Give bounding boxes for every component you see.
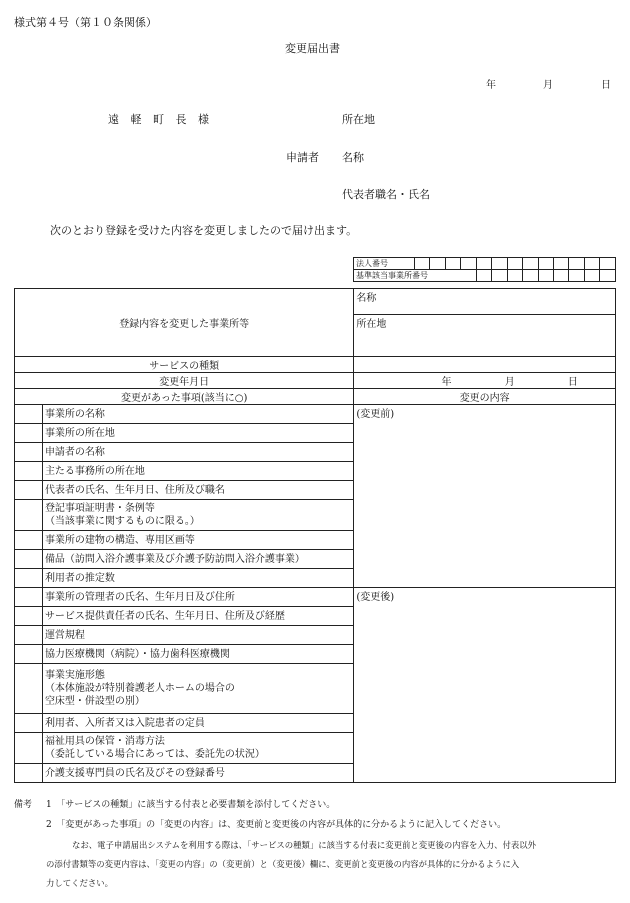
item-check-cell[interactable]: [15, 405, 43, 424]
item-check-cell[interactable]: [15, 588, 43, 607]
change-date-month: 月: [504, 377, 515, 388]
item-check-cell[interactable]: [15, 481, 43, 500]
item-office-name: 事業所の名称: [42, 405, 353, 424]
change-table: [14, 288, 616, 783]
item-check-cell[interactable]: [15, 424, 43, 443]
applicant-name-label: 名称: [342, 151, 364, 164]
item-office-address: 事業所の所在地: [42, 424, 353, 443]
applicant-label: 申請者: [286, 151, 319, 164]
item-check-cell[interactable]: [15, 607, 43, 626]
addressee: 遠 軽 町 長 様: [108, 113, 213, 126]
item-check-cell[interactable]: [15, 550, 43, 569]
form-number: 様式第４号（第１０条関係）: [14, 16, 157, 29]
office-name-cell[interactable]: [354, 289, 616, 315]
change-date-year: 年: [441, 377, 452, 388]
item-registry-certificate: 登記事項証明書・条例等 （当該事業に関するものに限る。）: [42, 500, 353, 531]
office-label: 登録内容を変更した事業所等: [15, 289, 354, 357]
item-operating-rules: 運営規程: [42, 626, 353, 645]
before-label: (変更前): [356, 409, 395, 420]
item-welfare-equipment: 福祉用具の保管・消毒方法 （委託している場合にあっては、委託先の状況）: [42, 733, 353, 764]
base-office-number-label: 基準該当事業所番号: [354, 270, 477, 282]
document-title: 変更届出書: [285, 42, 340, 55]
item-check-cell[interactable]: [15, 443, 43, 462]
remark-3-line-1: なお、電子申請届出システムを利用する際は、「サービスの種類」に該当する付表に変更前と変更後の内容を入力、付表以外: [72, 840, 536, 850]
item-check-cell[interactable]: [15, 764, 43, 783]
remark-1: 1 「サービスの種類」に該当する付表と必要書類を添付してください。: [46, 800, 336, 810]
remark-3-line-3: 力してください。: [46, 878, 113, 888]
change-date-cell[interactable]: [354, 373, 616, 389]
service-type-label: サービスの種類: [15, 357, 354, 373]
item-check-cell[interactable]: [15, 626, 43, 645]
change-content-header: 変更の内容: [354, 389, 616, 405]
id-number-box: [353, 257, 616, 282]
item-check-cell[interactable]: [15, 664, 43, 714]
item-check-cell[interactable]: [15, 714, 43, 733]
service-type-cell[interactable]: [354, 357, 616, 373]
before-content-cell[interactable]: [354, 405, 616, 588]
applicant-address-label: 所在地: [342, 113, 375, 126]
item-representative: 代表者の氏名、生年月日、住所及び職名: [42, 481, 353, 500]
office-name-label: 名称: [356, 293, 377, 304]
item-applicant-name: 申請者の名称: [42, 443, 353, 462]
after-label: (変更後): [356, 592, 395, 603]
remark-2: 2 「変更があった事項」の「変更の内容」は、変更前と変更後の内容が具体的に分かるように記入してください。: [46, 820, 507, 830]
remark-3-line-2: の添付書類等の変更内容は、「変更の内容」の（変更前）と（変更後）欄に、変更前と変更後の内容が具体的に分かるように入: [46, 859, 520, 869]
item-estimated-users: 利用者の推定数: [42, 569, 353, 588]
item-check-cell[interactable]: [15, 733, 43, 764]
item-check-cell[interactable]: [15, 645, 43, 664]
item-implementation-form: 事業実施形態 （本体施設が特別養護老人ホームの場合の 空床型・併設型の別）: [42, 664, 353, 714]
item-service-manager: サービス提供責任者の氏名、生年月日、住所及び経歴: [42, 607, 353, 626]
date-month-label: 月: [543, 80, 553, 91]
representative-label: 代表者職名・氏名: [342, 188, 430, 201]
item-check-cell[interactable]: [15, 500, 43, 531]
date-day-label: 日: [601, 80, 611, 91]
date-year-label: 年: [486, 80, 496, 91]
item-equipment: 備品（訪問入浴介護事業及び介護予防訪問入浴介護事業）: [42, 550, 353, 569]
item-capacity: 利用者、入所者又は入院患者の定員: [42, 714, 353, 733]
changed-items-header: 変更があった事項(該当に○): [15, 389, 354, 405]
intro-text: 次のとおり登録を受けた内容を変更しましたので届け出ます。: [50, 224, 358, 237]
item-main-office-address: 主たる事務所の所在地: [42, 462, 353, 481]
item-check-cell[interactable]: [15, 531, 43, 550]
remarks-label: 備考: [14, 800, 33, 810]
office-address-cell[interactable]: [354, 315, 616, 357]
change-date-day: 日: [567, 377, 578, 388]
item-check-cell[interactable]: [15, 569, 43, 588]
change-date-label: 変更年月日: [15, 373, 354, 389]
item-care-manager: 介護支援専門員の氏名及びその登録番号: [42, 764, 353, 783]
corporate-number-label: 法人番号: [354, 258, 415, 270]
item-cooperating-medical: 協力医療機関（病院）・協力歯科医療機関: [42, 645, 353, 664]
item-manager: 事業所の管理者の氏名、生年月日及び住所: [42, 588, 353, 607]
item-check-cell[interactable]: [15, 462, 43, 481]
office-address-label: 所在地: [356, 319, 387, 330]
item-building-structure: 事業所の建物の構造、専用区画等: [42, 531, 353, 550]
after-content-cell[interactable]: [354, 588, 616, 783]
